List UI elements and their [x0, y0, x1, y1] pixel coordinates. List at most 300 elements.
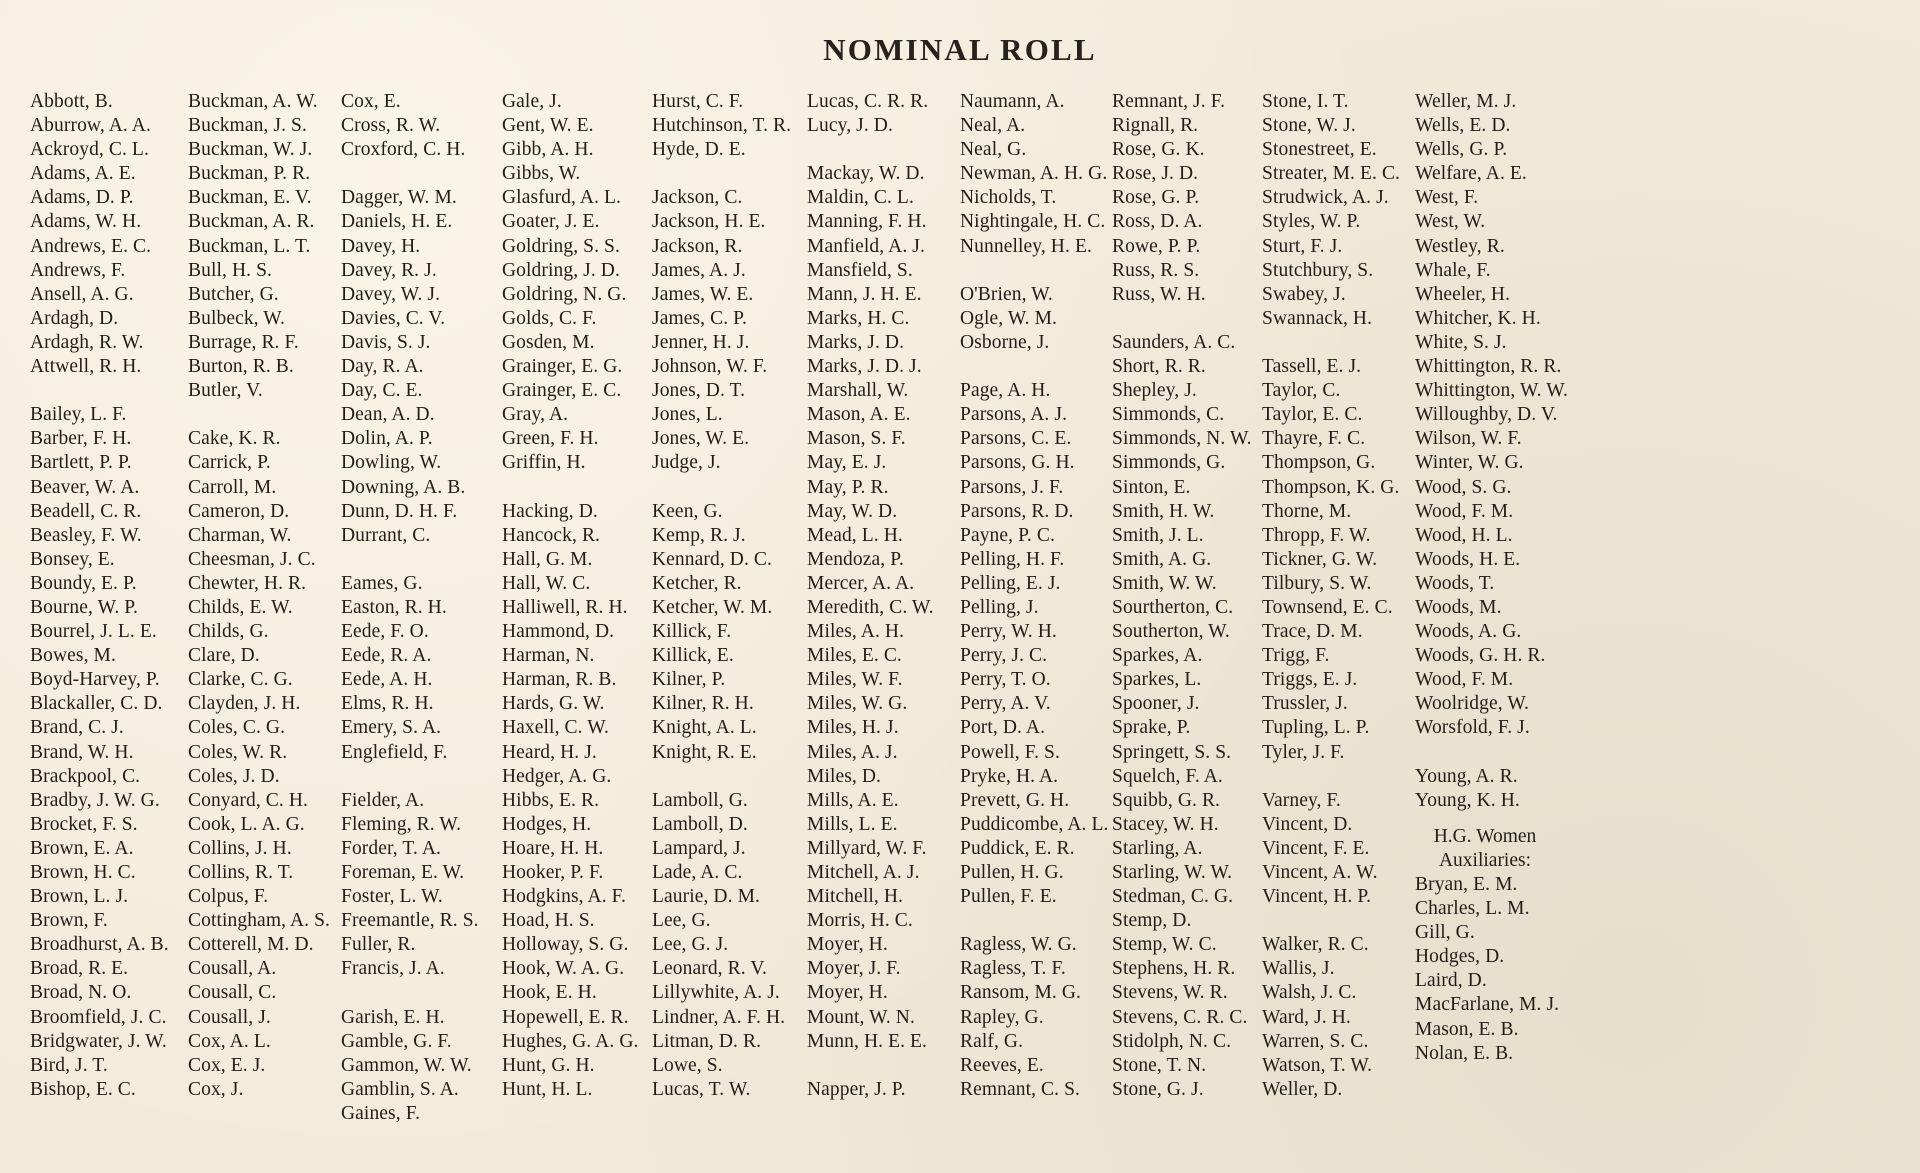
roll-entry: Vincent, A. W. — [1262, 862, 1378, 883]
roll-entry: Parsons, C. E. — [960, 428, 1072, 450]
roll-entry: Hall, W. C. — [502, 572, 591, 594]
column-spacer — [341, 981, 502, 1005]
roll-entry: Starling, A. — [1112, 837, 1203, 859]
roll-entry: Day, C. E. — [341, 380, 423, 402]
roll-column-4 — [502, 90, 652, 1102]
roll-entry: Sparkes, A. — [1112, 645, 1203, 667]
roll-entry: Trussler, J. — [1262, 693, 1348, 715]
roll-entry: Cox, A. L. — [188, 1030, 271, 1052]
roll-entry: Pelling, H. F. — [960, 548, 1065, 570]
roll-entry: Hammond, D. — [502, 621, 615, 643]
roll-entry: Miles, H. J. — [807, 717, 899, 739]
roll-entry: Eames, G. — [341, 572, 423, 594]
roll-entry: Sturt, F. J. — [1262, 235, 1343, 257]
roll-entry: Brand, C. J. — [30, 717, 124, 739]
roll-columns — [0, 68, 1920, 1126]
roll-entry: Vincent, F. E. — [1262, 837, 1370, 859]
roll-entry: Wood, F. M. — [1415, 669, 1514, 691]
roll-entry: Stacey, W. H. — [1112, 813, 1219, 835]
roll-entry: Bull, H. S. — [188, 259, 272, 281]
roll-entry: Stephens, H. R. — [1112, 958, 1236, 980]
roll-entry: May, W. D. — [807, 500, 898, 522]
roll-entry: Perry, W. H. — [960, 621, 1057, 643]
roll-entry: Davis, S. J. — [341, 331, 431, 353]
roll-entry: Smith, W. W. — [1112, 572, 1217, 594]
roll-entry: Cox, E. J. — [188, 1054, 266, 1076]
roll-entry: Garish, E. H. — [341, 1006, 445, 1028]
roll-entry: Rose, G. K. — [1112, 139, 1205, 161]
roll-entry: Marks, H. C. — [807, 307, 910, 329]
roll-entry: Bourrel, J. L. E. — [30, 621, 157, 643]
roll-column-3 — [341, 90, 502, 1126]
roll-entry: Pelling, J. — [960, 596, 1039, 618]
roll-entry: Hunt, G. H. — [502, 1054, 595, 1076]
roll-entry: Davey, R. J. — [341, 259, 437, 281]
roll-entry: Ansell, A. G. — [30, 283, 134, 305]
roll-entry: Buckman, P. R. — [188, 163, 311, 185]
roll-entry: Forder, T. A. — [341, 837, 441, 859]
roll-entry: Ardagh, D. — [30, 307, 119, 329]
roll-entry: Gibb, A. H. — [502, 139, 594, 161]
roll-entry: Davies, C. V. — [341, 307, 446, 329]
roll-entry: Hibbs, E. R. — [502, 789, 600, 811]
roll-entry: Manning, F. H. — [807, 211, 927, 233]
roll-entry: Simmonds, C. — [1112, 404, 1225, 426]
roll-entry: Ward, J. H. — [1262, 1006, 1351, 1028]
roll-entry: Hodges, H. — [502, 813, 592, 835]
roll-entry: Andrews, F. — [30, 259, 126, 281]
roll-entry: Pelling, E. J. — [960, 572, 1061, 594]
roll-entry: Pullen, F. E. — [960, 886, 1057, 908]
roll-entry: Napper, J. P. — [807, 1078, 906, 1100]
roll-entry: Grainger, E. G. — [502, 356, 623, 378]
roll-entry: Buckman, E. V. — [188, 187, 312, 209]
roll-entry: Chewter, H. R. — [188, 572, 307, 594]
roll-entry: Spooner, J. — [1112, 693, 1200, 715]
roll-entry: Moyer, H. — [807, 982, 888, 1004]
roll-entry: Gamble, G. F. — [341, 1030, 452, 1052]
roll-entry: Mackay, W. D. — [807, 163, 925, 185]
roll-entry: Lucas, C. R. R. — [807, 91, 929, 112]
roll-entry: Hall, G. M. — [502, 548, 593, 570]
roll-entry: Perry, T. O. — [960, 669, 1051, 691]
roll-entry: Cotterell, M. D. — [188, 934, 314, 956]
roll-entry: Millyard, W. F. — [807, 837, 927, 859]
roll-entry: Parsons, G. H. — [960, 452, 1075, 474]
roll-entry: Woods, M. — [1415, 596, 1502, 618]
roll-entry: Hodgkins, A. F. — [502, 886, 627, 908]
roll-entry: Buckman, L. T. — [188, 235, 311, 257]
roll-entry: Eede, A. H. — [341, 669, 433, 691]
roll-entry: Pryke, H. A. — [960, 765, 1059, 787]
roll-entry: Squibb, G. R. — [1112, 789, 1221, 811]
roll-entry: Ackroyd, C. L. — [30, 139, 149, 161]
roll-entry: Mead, L. H. — [807, 524, 903, 546]
roll-entry: Newman, A. H. G. — [960, 163, 1108, 185]
roll-entry: Gibbs, W. — [502, 163, 581, 185]
roll-entry: Wood, H. L. — [1415, 524, 1513, 546]
roll-entry: Judge, J. — [652, 452, 721, 474]
roll-entry: Beadell, C. R. — [30, 500, 142, 522]
roll-entry: Nicholds, T. — [960, 187, 1057, 209]
roll-entry: Hodges, D. — [1415, 946, 1505, 968]
roll-entry: Gammon, W. W. — [341, 1054, 472, 1076]
roll-entry: Triggs, E. J. — [1262, 669, 1358, 691]
roll-entry: Aburrow, A. A. — [30, 115, 151, 137]
roll-entry: Marks, J. D. J. — [807, 356, 922, 378]
roll-entry: Pullen, H. G. — [960, 862, 1064, 883]
roll-entry: Southerton, W. — [1112, 621, 1230, 643]
roll-entry: Bryan, E. M. — [1415, 874, 1518, 895]
roll-entry: Mount, W. N. — [807, 1006, 915, 1028]
roll-entry: Gamblin, S. A. — [341, 1078, 459, 1100]
roll-entry: Burton, R. B. — [188, 356, 294, 378]
roll-entry: Goldring, S. S. — [502, 235, 620, 257]
roll-column-10 — [1415, 90, 1568, 1066]
roll-entry: Fleming, R. W. — [341, 813, 462, 835]
roll-entry: Reeves, E. — [960, 1054, 1044, 1076]
roll-entry: Boundy, E. P. — [30, 572, 137, 594]
roll-entry: Harman, R. B. — [502, 669, 617, 691]
roll-entry: Thompson, K. G. — [1262, 476, 1400, 498]
roll-entry: Starling, W. W. — [1112, 862, 1233, 883]
roll-entry: Jones, D. T. — [652, 380, 746, 402]
roll-entry: Attwell, R. H. — [30, 356, 142, 378]
roll-entry: Worsfold, F. J. — [1415, 717, 1530, 739]
roll-entry: Halliwell, R. H. — [502, 596, 628, 618]
roll-entry: Lampard, J. — [652, 837, 746, 859]
roll-entry: Wilson, W. F. — [1415, 428, 1522, 450]
roll-entry: Nolan, E. B. — [1415, 1042, 1514, 1064]
roll-entry: Miles, W. G. — [807, 693, 908, 715]
column-spacer — [807, 138, 960, 162]
roll-entry: Cottingham, A. S. — [188, 910, 331, 932]
roll-entry: Thropp, F. W. — [1262, 524, 1371, 546]
roll-entry: Parsons, J. F. — [960, 476, 1064, 498]
roll-entry: Dolin, A. P. — [341, 428, 433, 450]
roll-entry: Payne, P. C. — [960, 524, 1055, 546]
roll-entry: Sprake, P. — [1112, 717, 1191, 739]
roll-entry: Abbott, B. — [30, 91, 113, 112]
roll-entry: Clayden, J. H. — [188, 693, 301, 715]
roll-entry: Hunt, H. L. — [502, 1078, 593, 1100]
roll-entry: Conyard, C. H. — [188, 789, 309, 811]
roll-entry: Lamboll, D. — [652, 813, 748, 835]
roll-entry: Buckman, A. W. — [188, 91, 318, 112]
roll-entry: Stemp, D. — [1112, 910, 1192, 932]
roll-entry: Hedger, A. G. — [502, 765, 612, 787]
roll-entry: Stone, T. N. — [1112, 1054, 1207, 1076]
roll-entry: Woods, G. H. R. — [1415, 645, 1546, 667]
roll-entry: Munn, H. E. E. — [807, 1030, 928, 1052]
roll-entry: Knight, R. E. — [652, 741, 757, 763]
roll-entry: Morris, H. C. — [807, 910, 913, 932]
roll-entry: Maldin, C. L. — [807, 187, 914, 209]
roll-entry: Cameron, D. — [188, 500, 290, 522]
roll-entry: Broad, N. O. — [30, 982, 132, 1004]
roll-entry: Stidolph, N. C. — [1112, 1030, 1232, 1052]
roll-entry: Haxell, C. W. — [502, 717, 609, 739]
roll-entry: Broomfield, J. C. — [30, 1006, 167, 1028]
roll-entry: James, A. J. — [652, 259, 746, 281]
roll-entry: Wells, E. D. — [1415, 115, 1511, 137]
roll-entry: Cheesman, J. C. — [188, 548, 316, 570]
column-spacer — [652, 162, 807, 186]
roll-entry: Bridgwater, J. W. — [30, 1030, 167, 1052]
roll-entry: Dunn, D. H. F. — [341, 500, 458, 522]
roll-entry: Charles, L. M. — [1415, 898, 1530, 920]
roll-entry: Saunders, A. C. — [1112, 331, 1236, 353]
roll-entry: Griffin, H. — [502, 452, 586, 474]
roll-entry: Stutchbury, S. — [1262, 259, 1374, 281]
roll-entry: Hoad, H. S. — [502, 910, 595, 932]
roll-entry: Childs, G. — [188, 621, 269, 643]
roll-entry: Styles, W. P. — [1262, 211, 1361, 233]
roll-entry: Woolridge, W. — [1415, 693, 1530, 715]
column-spacer — [341, 548, 502, 572]
roll-entry: Ragless, W. G. — [960, 934, 1077, 956]
roll-entry: Nunnelley, H. E. — [960, 235, 1092, 257]
roll-entry: Welfare, A. E. — [1415, 163, 1527, 185]
roll-entry: Green, F. H. — [502, 428, 599, 450]
roll-entry: Johnson, W. F. — [652, 356, 768, 378]
roll-entry: Wells, G. P. — [1415, 139, 1508, 161]
roll-entry: White, S. J. — [1415, 331, 1507, 353]
roll-entry: Ardagh, R. W. — [30, 331, 144, 353]
column-spacer — [1262, 765, 1415, 789]
roll-entry: Brown, H. C. — [30, 862, 136, 883]
roll-entry: Eede, F. O. — [341, 621, 429, 643]
roll-entry: Mason, S. F. — [807, 428, 906, 450]
roll-entry: Stedman, C. G. — [1112, 886, 1234, 908]
roll-entry: Osborne, J. — [960, 331, 1050, 353]
roll-entry: Perry, A. V. — [960, 693, 1051, 715]
roll-entry: Hopewell, E. R. — [502, 1006, 629, 1028]
roll-entry: Perry, J. C. — [960, 645, 1048, 667]
roll-entry: Holloway, S. G. — [502, 934, 629, 956]
roll-entry: Harman, N. — [502, 645, 595, 667]
roll-entry: Butler, V. — [188, 380, 263, 402]
column-spacer — [30, 379, 188, 403]
roll-entry: Tickner, G. W. — [1262, 548, 1378, 570]
roll-entry: Brackpool, C. — [30, 765, 141, 787]
roll-column-7 — [960, 90, 1112, 1102]
roll-entry: Rose, J. D. — [1112, 163, 1199, 185]
roll-entry: Weller, M. J. — [1415, 91, 1517, 112]
roll-entry: Springett, S. S. — [1112, 741, 1232, 763]
roll-entry: Hacking, D. — [502, 500, 598, 522]
column-spacer — [960, 259, 1112, 283]
roll-entry: Ogle, W. M. — [960, 307, 1057, 329]
roll-entry: Kilner, R. H. — [652, 693, 754, 715]
roll-entry: West, W. — [1415, 211, 1486, 233]
roll-entry: Easton, R. H. — [341, 596, 447, 618]
column-spacer — [1415, 813, 1565, 825]
roll-entry: Walker, R. C. — [1262, 934, 1369, 956]
roll-entry: Childs, E. W. — [188, 596, 293, 618]
roll-entry: Puddick, E. R. — [960, 837, 1075, 859]
roll-entry: Goldring, J. D. — [502, 259, 620, 281]
roll-entry: Gosden, M. — [502, 331, 595, 353]
roll-entry: Mitchell, A. J. — [807, 862, 920, 883]
roll-entry: Gale, J. — [502, 91, 562, 112]
roll-entry: Shepley, J. — [1112, 380, 1197, 402]
roll-entry: Miles, E. C. — [807, 645, 902, 667]
roll-entry: Bishop, E. C. — [30, 1078, 136, 1100]
column-spacer — [502, 476, 652, 500]
roll-entry: Brown, F. — [30, 910, 108, 932]
page-title: NOMINAL ROLL — [823, 32, 1097, 67]
roll-entry: Port, D. A. — [960, 717, 1046, 739]
roll-entry: Walsh, J. C. — [1262, 982, 1357, 1004]
roll-entry: Moyer, H. — [807, 934, 888, 956]
roll-entry: Cook, L. A. G. — [188, 813, 305, 835]
roll-entry: Croxford, C. H. — [341, 139, 466, 161]
roll-entry: Puddicombe, A. L. — [960, 813, 1109, 835]
roll-entry: Russ, W. H. — [1112, 283, 1206, 305]
roll-entry: Tupling, L. P. — [1262, 717, 1370, 739]
roll-entry: Broadhurst, A. B. — [30, 934, 169, 956]
roll-entry: Miles, A. H. — [807, 621, 905, 643]
roll-entry: Smith, H. W. — [1112, 500, 1215, 522]
roll-entry: Young, K. H. — [1415, 789, 1520, 811]
roll-entry: MacFarlane, M. J. — [1415, 994, 1560, 1016]
roll-entry: Kemp, R. J. — [652, 524, 746, 546]
roll-entry: Leonard, R. V. — [652, 958, 767, 980]
roll-entry: Woods, A. G. — [1415, 621, 1522, 643]
roll-entry: Mercer, A. A. — [807, 572, 915, 594]
roll-entry: Barber, F. H. — [30, 428, 132, 450]
roll-entry: Mason, A. E. — [807, 404, 911, 426]
roll-entry: Streater, M. E. C. — [1262, 163, 1401, 185]
roll-entry: Foreman, E. W. — [341, 862, 465, 883]
roll-entry: Clare, D. — [188, 645, 260, 667]
roll-entry: O'Brien, W. — [960, 283, 1053, 305]
roll-entry: Emery, S. A. — [341, 717, 442, 739]
roll-entry: Englefield, F. — [341, 741, 448, 763]
roll-entry: Hooker, P. F. — [502, 862, 604, 883]
roll-entry: Stone, I. T. — [1262, 91, 1349, 112]
roll-entry: Fielder, A. — [341, 789, 425, 811]
roll-entry: Taylor, C. — [1262, 380, 1341, 402]
roll-column-9 — [1262, 90, 1415, 1102]
roll-entry: Powell, F. S. — [960, 741, 1060, 763]
roll-entry: Marks, J. D. — [807, 331, 905, 353]
roll-entry: Wallis, J. — [1262, 958, 1335, 980]
roll-entry: Mendoza, P. — [807, 548, 904, 570]
roll-entry: Stemp, W. C. — [1112, 934, 1217, 956]
roll-entry: Ralf, G. — [960, 1030, 1024, 1052]
roll-entry: Bonsey, E. — [30, 548, 115, 570]
roll-entry: Gray, A. — [502, 404, 569, 426]
roll-entry: Brown, L. J. — [30, 886, 129, 908]
roll-entry: Gaines, F. — [341, 1102, 421, 1124]
roll-entry: Prevett, G. H. — [960, 789, 1070, 811]
roll-entry: Grainger, E. C. — [502, 380, 622, 402]
roll-entry: Simmonds, G. — [1112, 452, 1226, 474]
roll-entry: Swabey, J. — [1262, 283, 1346, 305]
roll-entry: Warren, S. C. — [1262, 1030, 1369, 1052]
column-spacer — [188, 403, 341, 427]
roll-entry: Adams, A. E. — [30, 163, 136, 185]
roll-entry: Hyde, D. E. — [652, 139, 746, 161]
roll-entry: Manfield, A. J. — [807, 235, 925, 257]
roll-entry: Miles, A. J. — [807, 741, 898, 763]
column-spacer — [341, 162, 502, 186]
roll-entry: Hurst, C. F. — [652, 91, 744, 112]
roll-entry: Mills, A. E. — [807, 789, 899, 811]
roll-column-8 — [1112, 90, 1262, 1102]
roll-entry: Killick, E. — [652, 645, 734, 667]
roll-entry: Rowe, P. P. — [1112, 235, 1201, 257]
roll-entry: Thayre, F. C. — [1262, 428, 1366, 450]
roll-entry: Wheeler, H. — [1415, 283, 1511, 305]
roll-entry: Lowe, S. — [652, 1054, 723, 1076]
roll-entry: Beaver, W. A. — [30, 476, 140, 498]
roll-entry: Mann, J. H. E. — [807, 283, 922, 305]
roll-entry: Short, R. R. — [1112, 356, 1206, 378]
roll-entry: Hards, G. W. — [502, 693, 605, 715]
roll-entry: Gill, G. — [1415, 922, 1475, 944]
roll-entry: Hughes, G. A. G. — [502, 1030, 639, 1052]
roll-entry: Miles, W. F. — [807, 669, 903, 691]
roll-entry: Varney, F. — [1262, 789, 1341, 811]
roll-entry: James, W. E. — [652, 283, 754, 305]
column-spacer — [960, 909, 1112, 933]
roll-entry: Townsend, E. C. — [1262, 596, 1393, 618]
roll-entry: Golds, C. F. — [502, 307, 597, 329]
roll-entry: Willoughby, D. V. — [1415, 404, 1558, 426]
roll-entry: Heard, H. J. — [502, 741, 597, 763]
roll-entry: Foster, L. W. — [341, 886, 443, 908]
roll-entry: Brown, E. A. — [30, 837, 134, 859]
roll-entry: Bowes, M. — [30, 645, 116, 667]
roll-entry: Winter, W. G. — [1415, 452, 1524, 474]
roll-entry: Stone, W. J. — [1262, 115, 1356, 137]
roll-entry: Whitcher, K. H. — [1415, 307, 1541, 329]
roll-entry: Lee, G. J. — [652, 934, 729, 956]
roll-entry: Jackson, H. E. — [652, 211, 766, 233]
roll-entry: Watson, T. W. — [1262, 1054, 1373, 1076]
roll-entry: Broad, R. E. — [30, 958, 129, 980]
roll-entry: Tassell, E. J. — [1262, 356, 1362, 378]
roll-entry: Cousall, J. — [188, 1006, 271, 1028]
section-subheading-line2: Auxiliaries: — [1438, 849, 1532, 871]
roll-entry: Buckman, A. R. — [188, 211, 315, 233]
roll-entry: Taylor, E. C. — [1262, 404, 1363, 426]
column-spacer — [1262, 331, 1415, 355]
roll-entry: Wood, S. G. — [1415, 476, 1512, 498]
roll-entry: Dowling, W. — [341, 452, 442, 474]
roll-entry: Woods, H. E. — [1415, 548, 1521, 570]
roll-entry: Thompson, G. — [1262, 452, 1376, 474]
roll-entry: Sourtherton, C. — [1112, 596, 1234, 618]
roll-entry: Thorne, M. — [1262, 500, 1352, 522]
roll-entry: Davey, H. — [341, 235, 421, 257]
roll-entry: Hook, E. H. — [502, 982, 597, 1004]
roll-entry: Cake, K. R. — [188, 428, 281, 450]
column-spacer — [652, 765, 807, 789]
roll-entry: West, F. — [1415, 187, 1479, 209]
roll-entry: Goldring, N. G. — [502, 283, 627, 305]
column-spacer — [1112, 307, 1262, 331]
roll-entry: Lucas, T. W. — [652, 1078, 751, 1100]
roll-entry: Bartlett, P. P. — [30, 452, 132, 474]
roll-entry: Collins, R. T. — [188, 862, 294, 883]
roll-entry: Mansfield, S. — [807, 259, 913, 281]
roll-entry: Cousall, A. — [188, 958, 277, 980]
roll-entry: Coles, C. G. — [188, 717, 286, 739]
